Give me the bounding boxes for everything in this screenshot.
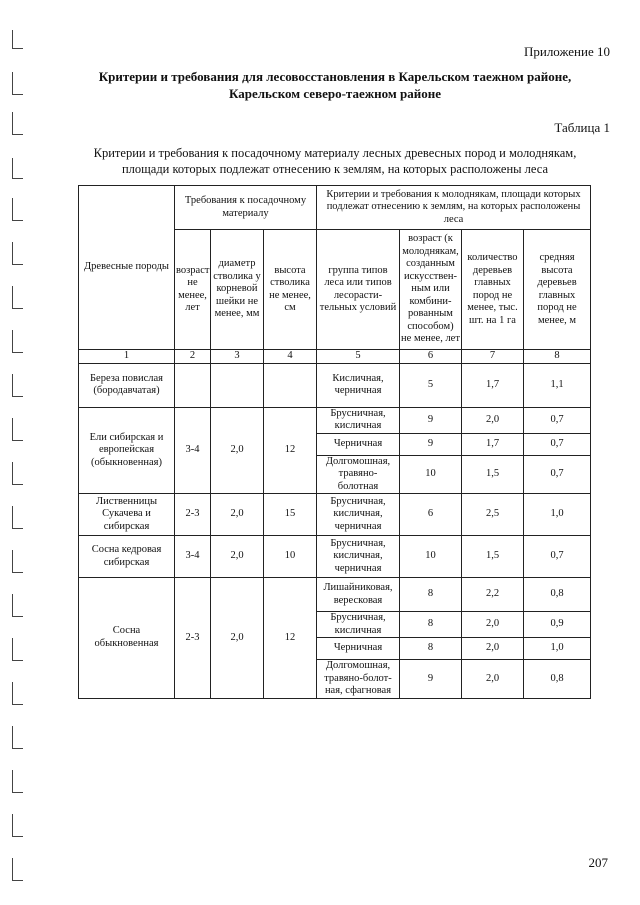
title-line-1: Критерии и требования для лесовосстановления в Карельском таежном районе, <box>98 69 572 84</box>
young-age-cell: 8 <box>400 638 462 660</box>
tree-count-cell: 1,5 <box>462 536 524 578</box>
title-line-2: Карельском северо-таежном районе <box>229 86 441 101</box>
forest-type-cell: Долгомошная, травяно-болот- ная, сфагновая <box>317 660 400 699</box>
planting-height-cell <box>264 363 317 407</box>
column-number: 8 <box>524 350 591 364</box>
young-age-cell: 8 <box>400 612 462 638</box>
tree-count-cell: 1,7 <box>462 433 524 455</box>
avg-height-cell: 0,7 <box>524 536 591 578</box>
forest-type-cell: Брусничная, кисличная <box>317 612 400 638</box>
header-planting-material: Требования к посадочному материалу <box>175 186 317 230</box>
species-cell: Сосна обыкновенная <box>79 578 175 699</box>
avg-height-cell: 0,7 <box>524 407 591 433</box>
planting-diameter-cell: 2,0 <box>211 578 264 699</box>
header-species: Древесные породы <box>79 186 175 350</box>
column-number: 3 <box>211 350 264 364</box>
planting-age-cell <box>175 363 211 407</box>
young-age-cell: 6 <box>400 494 462 536</box>
header-young-age: возраст (к молоднякам, созданным искусствен- ным или комбини- рованным способом) не менее, лет <box>400 230 462 350</box>
tree-count-cell: 1,5 <box>462 455 524 494</box>
table-row <box>79 407 591 433</box>
planting-height-cell: 12 <box>264 578 317 699</box>
forest-type-cell: Брусничная, кисличная <box>317 407 400 433</box>
tree-count-cell: 2,5 <box>462 494 524 536</box>
planting-height-cell: 15 <box>264 494 317 536</box>
column-number: 7 <box>462 350 524 364</box>
species-cell: Береза повислая (бородавчатая) <box>79 363 175 407</box>
column-number: 1 <box>79 350 175 364</box>
table-row <box>79 536 591 578</box>
forest-type-cell: Долгомошная, травяно- болотная <box>317 455 400 494</box>
forest-type-cell: Брусничная, кисличная, черничная <box>317 536 400 578</box>
header-age: возраст не менее, лет <box>175 230 211 350</box>
caption-line-2: площади которых подлежат отнесению к землям, на которых расположены леса <box>121 162 549 176</box>
avg-height-cell: 0,7 <box>524 433 591 455</box>
tree-count-cell: 2,0 <box>462 660 524 699</box>
header-tree-count: количество деревьев главных пород не менее, тыс. шт. на 1 га <box>462 230 524 350</box>
table-row <box>79 494 591 536</box>
forest-type-cell: Черничная <box>317 433 400 455</box>
planting-age-cell: 2-3 <box>175 578 211 699</box>
planting-age-cell: 3-4 <box>175 536 211 578</box>
header-diameter: диаметр стволика у корневой шейки не менее, мм <box>211 230 264 350</box>
avg-height-cell: 0,7 <box>524 455 591 494</box>
column-number: 5 <box>317 350 400 364</box>
appendix-label: Приложение 10 <box>523 44 610 59</box>
header-young-stands: Критерии и требования к молоднякам, площади которых подлежат отнесению к землям, на которых расположены леса <box>317 186 591 230</box>
forest-type-cell: Черничная <box>317 638 400 660</box>
planting-diameter-cell: 2,0 <box>211 536 264 578</box>
criteria-table <box>78 185 591 699</box>
planting-height-cell: 12 <box>264 407 317 494</box>
column-number: 4 <box>264 350 317 364</box>
table-caption <box>60 145 610 177</box>
tree-count-cell: 2,0 <box>462 638 524 660</box>
planting-diameter-cell <box>211 363 264 407</box>
species-cell: Ели сибирская и европейская (обыкновенная) <box>79 407 175 494</box>
young-age-cell: 9 <box>400 433 462 455</box>
planting-height-cell: 10 <box>264 536 317 578</box>
avg-height-cell: 1,1 <box>524 363 591 407</box>
young-age-cell: 5 <box>400 363 462 407</box>
column-number: 2 <box>175 350 211 364</box>
tree-count-cell: 2,2 <box>462 578 524 612</box>
planting-age-cell: 2-3 <box>175 494 211 536</box>
page-number: 207 <box>588 855 608 870</box>
header-avg-height: средняя высота деревьев главных пород не менее, м <box>524 230 591 350</box>
header-height: высота стволика не менее, см <box>264 230 317 350</box>
forest-type-cell: Кисличная, черничная <box>317 363 400 407</box>
species-cell: Сосна кедровая сибирская <box>79 536 175 578</box>
avg-height-cell: 0,8 <box>524 660 591 699</box>
young-age-cell: 8 <box>400 578 462 612</box>
planting-age-cell: 3-4 <box>175 407 211 494</box>
young-age-cell: 9 <box>400 660 462 699</box>
avg-height-cell: 1,0 <box>524 494 591 536</box>
document-title <box>60 68 610 102</box>
forest-type-cell: Лишайниковая, вересковая <box>317 578 400 612</box>
caption-line-1: Критерии и требования к посадочному материалу лесных древесных пород и молоднякам, <box>93 146 577 160</box>
forest-type-cell: Брусничная, кисличная, черничная <box>317 494 400 536</box>
planting-diameter-cell: 2,0 <box>211 494 264 536</box>
young-age-cell: 10 <box>400 455 462 494</box>
tree-count-cell: 2,0 <box>462 407 524 433</box>
planting-diameter-cell: 2,0 <box>211 407 264 494</box>
tree-count-cell: 1,7 <box>462 363 524 407</box>
species-cell: Лиственницы Сукачева и сибирская <box>79 494 175 536</box>
tree-count-cell: 2,0 <box>462 612 524 638</box>
table-number: Таблица 1 <box>554 120 610 135</box>
young-age-cell: 10 <box>400 536 462 578</box>
binding-marks <box>6 0 34 905</box>
avg-height-cell: 1,0 <box>524 638 591 660</box>
avg-height-cell: 0,8 <box>524 578 591 612</box>
avg-height-cell: 0,9 <box>524 612 591 638</box>
young-age-cell: 9 <box>400 407 462 433</box>
table-row <box>79 363 591 407</box>
column-number: 6 <box>400 350 462 364</box>
header-forest-type: группа типов леса или типов лесорасти- тельных условий <box>317 230 400 350</box>
table-row <box>79 578 591 612</box>
